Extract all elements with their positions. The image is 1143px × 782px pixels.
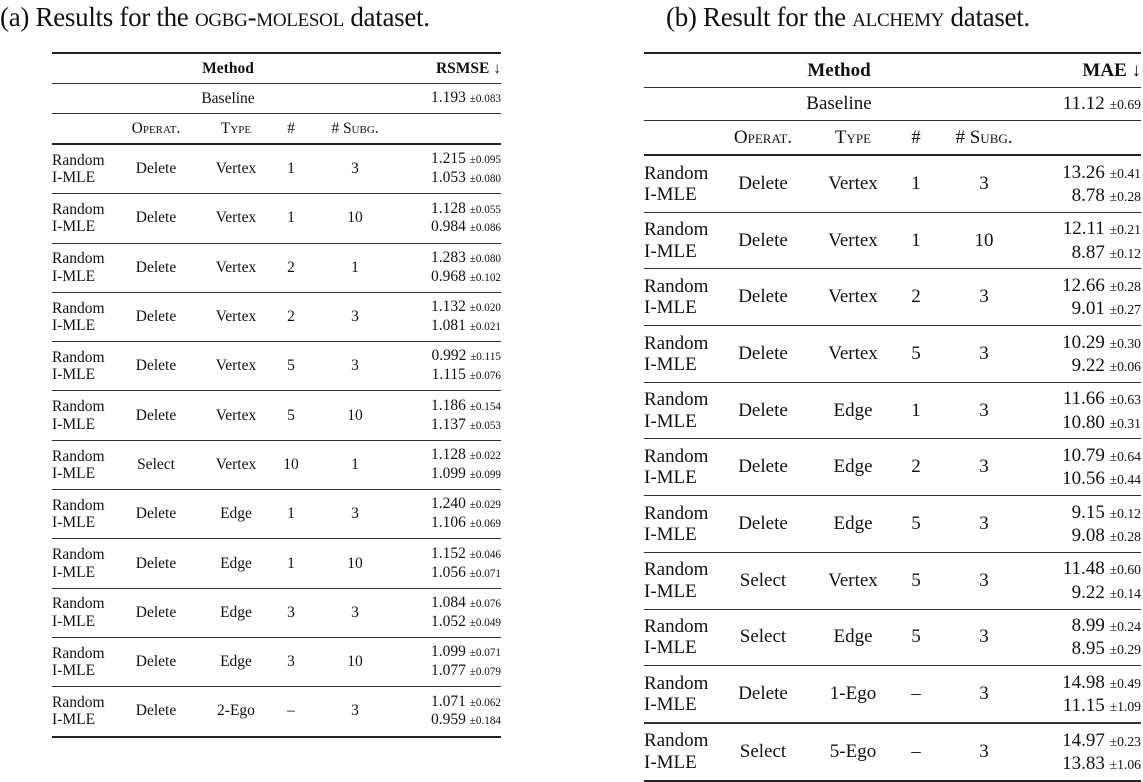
- method-names: Random I-MLE: [644, 666, 718, 723]
- type-cell: Edge: [196, 539, 276, 588]
- type-cell: Edge: [196, 637, 276, 686]
- method-names: Random I-MLE: [644, 269, 718, 326]
- method-names: Random I-MLE: [52, 440, 116, 489]
- metric-values: 1.099 ±0.071 1.077 ±0.079: [404, 637, 501, 686]
- type-cell: Edge: [196, 490, 276, 539]
- metric-values: 11.66 ±0.63 10.80 ±0.31: [1034, 382, 1141, 439]
- operat-cell: Select: [116, 440, 196, 489]
- type-cell: Vertex: [196, 292, 276, 341]
- results-table-alchemy: [644, 52, 1141, 782]
- method-names: Random I-MLE: [644, 552, 718, 609]
- caption-b-suffix: dataset.: [944, 2, 1030, 32]
- table-row: [644, 155, 1141, 212]
- operat-cell: Select: [718, 723, 808, 781]
- subg-cell: 3: [306, 292, 404, 341]
- table-row: [52, 440, 501, 489]
- metric-values: 1.128 ±0.022 1.099 ±0.099: [404, 440, 501, 489]
- num-cell: 5: [898, 609, 934, 666]
- table-row: [644, 666, 1141, 723]
- results-table-molesol: [52, 52, 501, 738]
- operat-cell: Select: [718, 552, 808, 609]
- subg-cell: 3: [306, 588, 404, 637]
- type-cell: 1-Ego: [808, 666, 898, 723]
- operat-cell: Delete: [718, 439, 808, 496]
- num-cell: –: [898, 723, 934, 781]
- method-names: Random I-MLE: [52, 490, 116, 539]
- caption-a-prefix: (a) Results for the: [0, 2, 195, 32]
- caption-table-b: [666, 2, 1030, 33]
- operat-cell: Delete: [116, 194, 196, 243]
- subg-cell: 3: [934, 723, 1034, 781]
- table-row: [644, 382, 1141, 439]
- table-row: [52, 342, 501, 391]
- method-names: Random I-MLE: [52, 391, 116, 440]
- table-row: [644, 609, 1141, 666]
- metric-values: 1.215 ±0.095 1.053 ±0.080: [404, 144, 501, 194]
- header-row: [644, 53, 1141, 88]
- operat-cell: Delete: [116, 687, 196, 737]
- method-names: Random I-MLE: [644, 496, 718, 553]
- method-names: Random I-MLE: [52, 243, 116, 292]
- metric-values: 14.98 ±0.49 11.15 ±1.09: [1034, 666, 1141, 723]
- subg-cell: 3: [934, 382, 1034, 439]
- operat-cell: Delete: [718, 382, 808, 439]
- table-row: [644, 212, 1141, 269]
- num-cell: 5: [276, 342, 306, 391]
- operat-cell: Delete: [116, 292, 196, 341]
- metric-values: 9.15 ±0.12 9.08 ±0.28: [1034, 496, 1141, 553]
- num-cell: 2: [898, 439, 934, 496]
- method-names: Random I-MLE: [52, 292, 116, 341]
- num-cell: –: [898, 666, 934, 723]
- table-row: [52, 588, 501, 637]
- num-cell: 1: [898, 155, 934, 212]
- subg-cell: 10: [934, 212, 1034, 269]
- col-type: Type: [808, 121, 898, 156]
- metric-values: 10.29 ±0.30 9.22 ±0.06: [1034, 326, 1141, 383]
- method-names: Random I-MLE: [644, 212, 718, 269]
- num-cell: 5: [898, 326, 934, 383]
- col-num: #: [276, 114, 306, 145]
- type-cell: Vertex: [196, 144, 276, 194]
- caption-b-dataset: alchemy: [852, 2, 945, 32]
- operat-cell: Delete: [116, 144, 196, 194]
- subg-cell: 10: [306, 194, 404, 243]
- method-header: Method: [52, 53, 404, 84]
- method-names: Random I-MLE: [52, 637, 116, 686]
- col-subg: # Subg.: [934, 121, 1034, 156]
- table-row: [644, 552, 1141, 609]
- metric-values: 8.99 ±0.24 8.95 ±0.29: [1034, 609, 1141, 666]
- operat-cell: Delete: [718, 496, 808, 553]
- subg-cell: 3: [306, 490, 404, 539]
- metric-values: 1.132 ±0.020 1.081 ±0.021: [404, 292, 501, 341]
- subg-cell: 3: [934, 439, 1034, 496]
- method-names: Random I-MLE: [52, 687, 116, 737]
- subg-cell: 3: [934, 552, 1034, 609]
- type-cell: Vertex: [808, 155, 898, 212]
- type-cell: Vertex: [196, 194, 276, 243]
- caption-b-prefix: (b) Result for the: [666, 2, 853, 32]
- metric-values: 10.79 ±0.64 10.56 ±0.44: [1034, 439, 1141, 496]
- col-operat: Operat.: [718, 121, 808, 156]
- type-cell: Vertex: [808, 326, 898, 383]
- operat-cell: Delete: [116, 637, 196, 686]
- type-cell: Edge: [808, 439, 898, 496]
- num-cell: 10: [276, 440, 306, 489]
- type-cell: Edge: [196, 588, 276, 637]
- operat-cell: Delete: [116, 342, 196, 391]
- baseline-label: Baseline: [52, 84, 404, 114]
- num-cell: 2: [276, 243, 306, 292]
- operat-cell: Delete: [718, 326, 808, 383]
- operat-cell: Delete: [718, 212, 808, 269]
- num-cell: 1: [276, 144, 306, 194]
- table-row: [644, 496, 1141, 553]
- col-operat: Operat.: [116, 114, 196, 145]
- metric-values: 1.283 ±0.080 0.968 ±0.102: [404, 243, 501, 292]
- table-row: [52, 490, 501, 539]
- table-row: [52, 144, 501, 194]
- metric-values: 1.152 ±0.046 1.056 ±0.071: [404, 539, 501, 588]
- subg-cell: 3: [934, 609, 1034, 666]
- num-cell: 5: [276, 391, 306, 440]
- table-row: [52, 194, 501, 243]
- subg-cell: 3: [934, 326, 1034, 383]
- metric-values: 1.071 ±0.062 0.959 ±0.184: [404, 687, 501, 737]
- num-cell: –: [276, 687, 306, 737]
- col-type: Type: [196, 114, 276, 145]
- type-cell: Vertex: [808, 269, 898, 326]
- num-cell: 1: [898, 212, 934, 269]
- table-row: [644, 439, 1141, 496]
- num-cell: 1: [276, 490, 306, 539]
- metric-values: 1.186 ±0.154 1.137 ±0.053: [404, 391, 501, 440]
- subg-cell: 3: [934, 269, 1034, 326]
- table-row: [52, 539, 501, 588]
- metric-values: 1.240 ±0.029 1.106 ±0.069: [404, 490, 501, 539]
- table-row: [52, 637, 501, 686]
- operat-cell: Delete: [718, 269, 808, 326]
- method-header: Method: [644, 53, 1034, 88]
- baseline-value: 11.12 ±0.69: [1034, 88, 1141, 121]
- table-row: [52, 292, 501, 341]
- num-cell: 2: [276, 292, 306, 341]
- type-cell: 5-Ego: [808, 723, 898, 781]
- method-names: Random I-MLE: [52, 144, 116, 194]
- subg-cell: 3: [306, 144, 404, 194]
- method-names: Random I-MLE: [644, 155, 718, 212]
- metric-values: 1.128 ±0.055 0.984 ±0.086: [404, 194, 501, 243]
- num-cell: 1: [276, 539, 306, 588]
- subg-cell: 3: [306, 687, 404, 737]
- operat-cell: Delete: [116, 539, 196, 588]
- metric-values: 13.26 ±0.41 8.78 ±0.28: [1034, 155, 1141, 212]
- num-cell: 1: [898, 382, 934, 439]
- method-names: Random I-MLE: [52, 588, 116, 637]
- operat-cell: Delete: [116, 490, 196, 539]
- table-row: [52, 391, 501, 440]
- type-cell: Vertex: [196, 342, 276, 391]
- table-row: [52, 243, 501, 292]
- metric-values: 1.084 ±0.076 1.052 ±0.049: [404, 588, 501, 637]
- metric-values: 0.992 ±0.115 1.115 ±0.076: [404, 342, 501, 391]
- method-names: Random I-MLE: [644, 439, 718, 496]
- type-cell: Edge: [808, 382, 898, 439]
- method-names: Random I-MLE: [644, 382, 718, 439]
- num-cell: 1: [276, 194, 306, 243]
- subg-cell: 3: [934, 496, 1034, 553]
- type-cell: Edge: [808, 496, 898, 553]
- method-names: Random I-MLE: [52, 342, 116, 391]
- operat-cell: Delete: [116, 588, 196, 637]
- num-cell: 5: [898, 552, 934, 609]
- col-subg: # Subg.: [306, 114, 404, 145]
- method-names: Random I-MLE: [644, 326, 718, 383]
- header-row: [52, 53, 501, 84]
- col-num: #: [898, 121, 934, 156]
- num-cell: 3: [276, 637, 306, 686]
- type-cell: Vertex: [808, 552, 898, 609]
- baseline-label: Baseline: [644, 88, 1034, 121]
- method-names: Random I-MLE: [644, 723, 718, 781]
- operat-cell: Delete: [116, 243, 196, 292]
- subg-cell: 1: [306, 243, 404, 292]
- type-cell: Vertex: [196, 440, 276, 489]
- operat-cell: Delete: [718, 666, 808, 723]
- metric-values: 11.48 ±0.60 9.22 ±0.14: [1034, 552, 1141, 609]
- table-row: [644, 326, 1141, 383]
- caption-table-a: [0, 2, 430, 33]
- num-cell: 5: [898, 496, 934, 553]
- operat-cell: Delete: [116, 391, 196, 440]
- baseline-row: [52, 84, 501, 114]
- metric-values: 12.66 ±0.28 9.01 ±0.27: [1034, 269, 1141, 326]
- metric-values: 12.11 ±0.21 8.87 ±0.12: [1034, 212, 1141, 269]
- num-cell: 2: [898, 269, 934, 326]
- type-cell: Edge: [808, 609, 898, 666]
- method-names: Random I-MLE: [52, 539, 116, 588]
- operat-cell: Select: [718, 609, 808, 666]
- subg-cell: 3: [306, 342, 404, 391]
- table-row: [52, 687, 501, 737]
- type-cell: Vertex: [196, 243, 276, 292]
- subg-cell: 3: [934, 155, 1034, 212]
- subg-cell: 10: [306, 637, 404, 686]
- table-row: [644, 723, 1141, 781]
- table-row: [644, 269, 1141, 326]
- subg-cell: 3: [934, 666, 1034, 723]
- type-cell: 2-Ego: [196, 687, 276, 737]
- type-cell: Vertex: [808, 212, 898, 269]
- method-names: Random I-MLE: [52, 194, 116, 243]
- column-header-row: [644, 121, 1141, 156]
- caption-a-suffix: dataset.: [343, 2, 430, 32]
- baseline-row: [644, 88, 1141, 121]
- subg-cell: 10: [306, 391, 404, 440]
- operat-cell: Delete: [718, 155, 808, 212]
- type-cell: Vertex: [196, 391, 276, 440]
- method-names: Random I-MLE: [644, 609, 718, 666]
- caption-a-dataset: ogbg-molesol: [194, 2, 344, 32]
- metric-header: RSMSE ↓: [404, 53, 501, 84]
- subg-cell: 10: [306, 539, 404, 588]
- subg-cell: 1: [306, 440, 404, 489]
- metric-values: 14.97 ±0.23 13.83 ±1.06: [1034, 723, 1141, 781]
- baseline-value: 1.193 ±0.083: [404, 84, 501, 114]
- column-header-row: [52, 114, 501, 145]
- metric-header: MAE ↓: [1034, 53, 1141, 88]
- num-cell: 3: [276, 588, 306, 637]
